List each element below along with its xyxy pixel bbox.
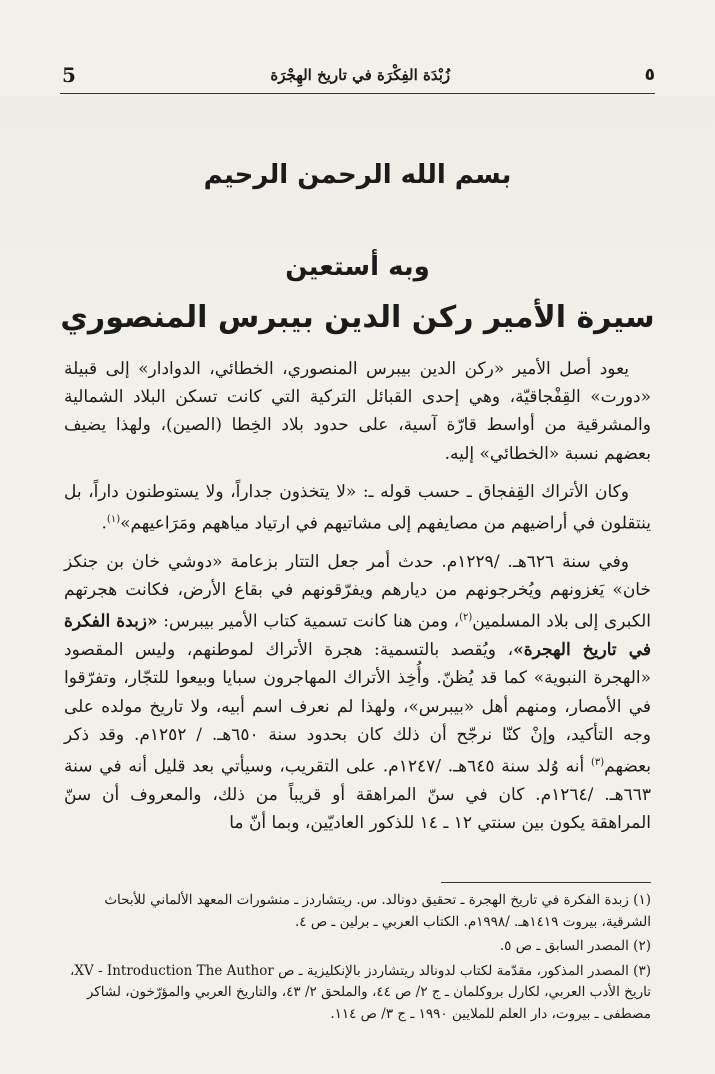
paragraph-text: ، ومن هنا كانت تسمية كتاب الأمير بيبرس: — [157, 611, 460, 632]
footnote-separator — [441, 882, 651, 883]
book-title-bold: «زبدة الفكرة في تاريخ الهجرة» — [64, 611, 651, 661]
chapter-title: سيرة الأمير ركن الدين بيبرس المنصوري — [60, 300, 655, 335]
paragraph-text: وفي سنة ٦٢٦هـ. /١٢٢٩م. حدث أمر جعل التتار بزعامة «دوشي خان بن جنكز خان» يَغزونهم ويُخرجونهم من ديارهم ويفرّقونهم في بقاع الأرض، فكانت هجرتهم الكبرى إلى بلاد المسلمين — [64, 551, 651, 632]
paragraph-migration — [64, 548, 651, 837]
running-title: زُبْدَة الفِكْرَة في تاريخ الهِجْرَة — [270, 66, 451, 84]
paragraph-kipchak: وكان الأتراك القِفجاق ـ حسب قوله ـ: «لا يتخذون جداراً، ولا يستوطنون داراً، بل ينتقلون في أراضيهم من مصايفهم إلى مشاتيهم في ارتياد مياههم ومَرَاعيهم»$^{(١)}$. — [64, 481, 651, 534]
footnote-2: (٢) المصدر السابق ـ ص ٥. — [499, 938, 651, 954]
body-text — [64, 355, 651, 847]
paragraph-origin: يعود أصل الأمير «ركن الدين بيبرس المنصوري، الخطائي، الدوادار» إلى قبيلة «دورت» القِفْجاقيّة، وهي إحدى القبائل التركية التي كانت تسكن البلاد الشمالية والمشرقية من أواسط قارّة آسية، على حدود بلاد الخِطا (الصين)، ولهذا يضيف بعضهم نسبة «الخطائي» إليه. — [64, 359, 651, 464]
header-rule — [60, 93, 655, 94]
page-number-arabic: ٥ — [644, 65, 655, 85]
footnote-ref-2: (٢) — [459, 612, 473, 624]
footnote-1: (١) زبدة الفكرة في تاريخ الهجرة ـ تحقيق دونالد. س. ريتشاردز ـ منشورات المعهد الألماني للأبحاث الشرقية، بيروت ١٤١٩هـ. /١٩٩٨م. الكتاب العربي ـ برلين ـ ص ٤. — [104, 892, 651, 930]
page-number-latin: 5 — [62, 63, 76, 87]
paragraph-text: وكان الأتراك القِفجاق ـ حسب قوله ـ: «لا يتخذون جداراً، ولا يستوطنون داراً، بل ينتقلون في أراضيهم من مصايفهم إلى مشاتيهم في ارتياد مياههم ومَرَاعيهم» — [64, 481, 651, 534]
page-header — [62, 60, 655, 90]
paragraph-text: ، ويُقصد بالتسمية: هجرة الأتراك لموطنهم، وليس المقصود «الهجرة النبوية» كما قد يُظنّ. وأُخِذ الأتراك المهاجرون سبايا وبيعوا للتجّار، وتفرّقوا في الأمصار، ومنهم أهل «بيبرس»، ولهذا لم نعرف اسم أبيه، ولا تاريخ مولده على وجه التأكيد، وإنْ كنّا نرجّح أن ذلك كان بحدود سنة ٦٥٠هـ. / ١٢٥٢م. وقد ذكر بعضهم — [64, 640, 651, 777]
footnote-3: (٣) المصدر المذكور، مقدّمة لكتاب لدونالد ريتشاردز بالإنكليزية ـ ص XV - Introduction The Author، تاريخ الأدب العربي، لكارل بروكلمان ـ ج ٢/ ص ٤٤، والملحق ٢/ ٤٣، والتاريخ العربي والمؤرّخون، لشاكر مصطفى ـ بيروت، دار العلم للملايين ١٩٩٠ ـ ج ٣/ ص ١١٤. — [70, 962, 651, 1022]
basmala-calligraphy: بسم الله الرحمن الرحيم — [203, 160, 512, 190]
footnote-ref-1: (١) — [106, 514, 121, 526]
invocation-heading: وبه أستعين — [285, 252, 430, 282]
paragraph-text: أنه وُلد سنة ٦٤٥هـ. /١٢٤٧م. على التقريب، وسيأتي بعد قليل أنه في سنة ٦٦٣هـ. /١٢٦٤م. كان في سنّ المراهقة أو قريباً من ذلك، والمعروف أن سنّ المراهقة يكون بين سنتي ١٢ ـ ١٤ للذكور العاديّين، وبما أنّ ما — [64, 756, 651, 834]
footnote-ref-3: (٣) — [590, 756, 605, 768]
footnotes — [64, 890, 651, 1028]
